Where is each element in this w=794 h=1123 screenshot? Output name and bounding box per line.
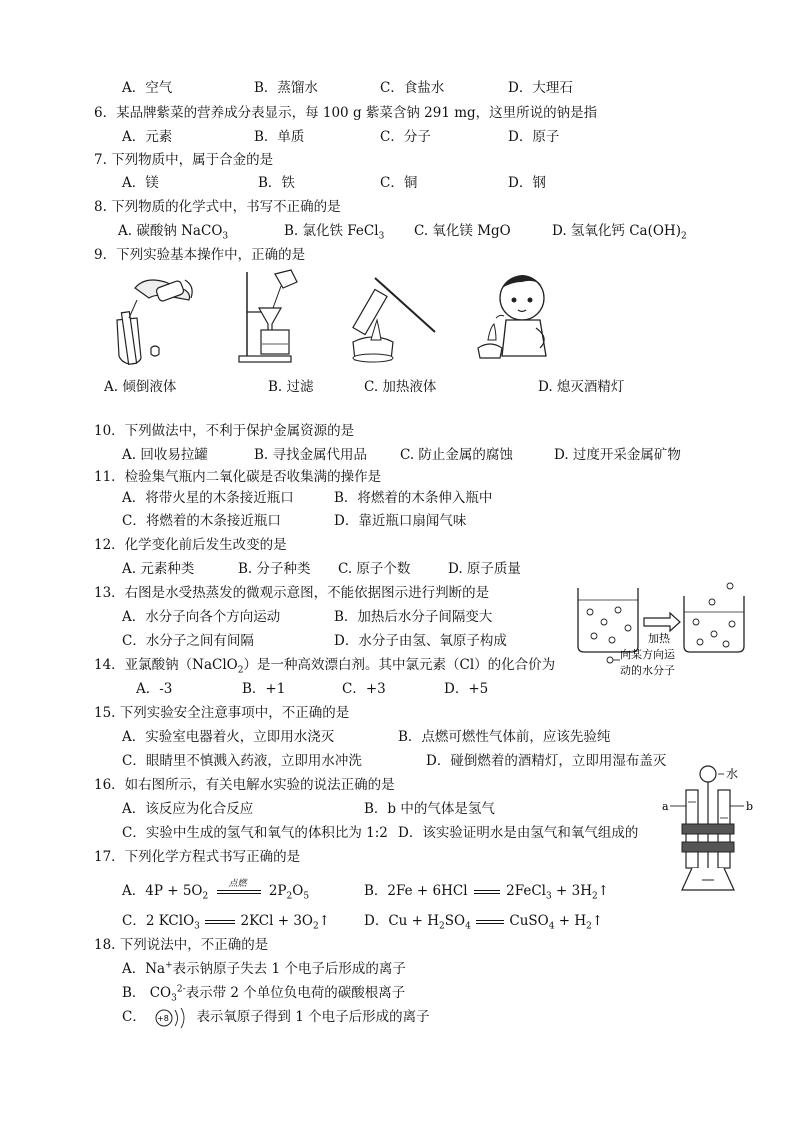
q7-option-b: B．铁 bbox=[258, 175, 295, 191]
q12-option-d: D. 原子质量 bbox=[448, 561, 521, 577]
q11-option-a: A．将带火星的木条接近瓶口 bbox=[122, 490, 294, 506]
q12-stem: 12．化学变化前后发生改变的是 bbox=[94, 537, 287, 553]
q11-stem: 11．检验集气瓶内二氧化碳是否收集满的操作是 bbox=[94, 469, 382, 485]
q8-stem: 8. 下列物质的化学式中，书写不正确的是 bbox=[94, 199, 341, 215]
q5-option-d: D．大理石 bbox=[508, 80, 573, 96]
q8-option-b: B. 氯化铁 FeCl$_3$ bbox=[284, 223, 385, 242]
q18-option-b: B． $CO_3^{2-}$表示带 2 个单位负电荷的碳酸根离子 bbox=[122, 984, 406, 1004]
q5-option-c: C．食盐水 bbox=[380, 80, 445, 96]
q16-option-d: D．该实验证明水是由氢气和氧气组成的 bbox=[398, 825, 639, 841]
q9-option-b: B. 过滤 bbox=[268, 379, 314, 395]
q10-option-c: C. 防止金属的腐蚀 bbox=[400, 447, 513, 463]
q8-option-a: A. 碳酸钠 NaCO$_3$ bbox=[118, 223, 229, 242]
ignition-condition: 点燃 bbox=[228, 878, 247, 889]
tube-a-label: a bbox=[662, 800, 669, 813]
q6-stem: 6．某品牌紫菜的营养成分表显示，每 100 g 紫菜含钠 291 mg，这里所说的钠是指 bbox=[94, 105, 598, 121]
q10-option-b: B. 寻找金属代用品 bbox=[254, 447, 368, 463]
molecule-caption-line2: 动的水分子 bbox=[620, 664, 675, 677]
heat-label: 加热 bbox=[648, 632, 670, 645]
q13-option-c: C．水分子之间有间隔 bbox=[122, 633, 254, 649]
q9-option-a: A. 倾倒液体 bbox=[104, 379, 177, 395]
q17-option-c: C．2 KClO$_3$ $2KCl + 3O_2↑$ bbox=[122, 913, 331, 932]
q17-option-d: D．$Cu + H_2SO_4$ CuSO$_4$ + $H_2↑$ bbox=[364, 913, 604, 932]
q6-option-d: D．原子 bbox=[508, 129, 560, 145]
q15-option-c: C．眼睛里不慎溅入药液，立即用水冲洗 bbox=[122, 753, 362, 769]
q13-option-b: B．加热后水分子间隔变大 bbox=[334, 609, 493, 625]
q13-stem: 13．右图是水受热蒸发的微观示意图，不能依据图示进行判断的是 bbox=[94, 585, 490, 601]
q9-option-c: C. 加热液体 bbox=[364, 379, 437, 395]
q15-option-a: A．实验室电器着火，立即用水浇灭 bbox=[122, 729, 335, 745]
q7-option-a: A．镁 bbox=[122, 175, 159, 191]
q11-option-b: B．将燃着的木条伸入瓶中 bbox=[334, 490, 493, 506]
q6-option-a: A．元素 bbox=[122, 129, 173, 145]
q15-option-b: B．点燃可燃性气体前，应该先验纯 bbox=[398, 729, 611, 745]
q16-option-b: B．b 中的气体是氢气 bbox=[364, 801, 495, 817]
q14-option-d: D．+5 bbox=[444, 681, 489, 697]
q11-option-c: C．将燃着的木条接近瓶口 bbox=[122, 513, 281, 529]
electrolysis-apparatus-diagram bbox=[658, 762, 770, 896]
q7-stem: 7. 下列物质中，属于合金的是 bbox=[94, 152, 274, 168]
q5-option-a: A．空气 bbox=[122, 80, 173, 96]
q10-option-d: D. 过度开采金属矿物 bbox=[554, 447, 681, 463]
oxygen-ion-structure-icon bbox=[150, 1009, 192, 1027]
q13-option-a: A．水分子向各个方向运动 bbox=[122, 609, 281, 625]
q15-option-d: D．碰倒燃着的酒精灯，立即用湿布盖灭 bbox=[426, 753, 667, 769]
q16-option-a: A．该反应为化合反应 bbox=[122, 801, 254, 817]
q13-option-d: D．水分子由氢、氧原子构成 bbox=[334, 633, 507, 649]
q14-option-a: A．-3 bbox=[136, 681, 173, 697]
heating-liquid-illustration bbox=[345, 270, 440, 370]
q12-option-a: A. 元素种类 bbox=[122, 561, 195, 577]
q7-option-d: D．钢 bbox=[508, 175, 546, 191]
q16-stem: 16．如右图所示，有关电解水实验的说法正确的是 bbox=[94, 777, 395, 793]
extinguishing-lamp-illustration bbox=[470, 268, 565, 368]
q5-option-b: B．蒸馏水 bbox=[254, 80, 318, 96]
q18-stem: 18. 下列说法中，不正确的是 bbox=[94, 937, 269, 953]
q9-stem: 9．下列实验基本操作中，正确的是 bbox=[94, 247, 306, 263]
q10-option-a: A. 回收易拉罐 bbox=[122, 447, 208, 463]
pouring-liquid-illustration bbox=[105, 270, 205, 370]
q15-stem: 15. 下列实验安全注意事项中，不正确的是 bbox=[94, 705, 350, 721]
nucleus-charge-label: +8 bbox=[157, 1013, 169, 1023]
q7-option-c: C．铜 bbox=[380, 175, 418, 191]
q17-option-b: B．2Fe + 6HCl 2FeCl$_3$ + $3H_2↑$ bbox=[364, 883, 610, 902]
q18-option-c: C． +8 表示氧原子得到 1 个电子后形成的离子 bbox=[122, 1008, 430, 1027]
molecule-caption-line1: 向某方向运 bbox=[620, 648, 675, 661]
q8-option-d: D. 氢氧化钙 $Ca(OH)_2$ bbox=[552, 223, 687, 242]
q10-stem: 10．下列做法中，不利于保护金属资源的是 bbox=[94, 423, 355, 439]
q6-option-b: B．单质 bbox=[254, 129, 305, 145]
q14-option-c: C．+3 bbox=[342, 681, 386, 697]
q16-option-c: C．实验中生成的氢气和氧气的体积比为 1:2 bbox=[122, 825, 388, 841]
q17-stem: 17．下列化学方程式书写正确的是 bbox=[94, 849, 301, 865]
water-evaporation-diagram bbox=[574, 582, 754, 682]
q8-option-c: C. 氧化镁 MgO bbox=[414, 223, 511, 239]
q14-stem: 14．亚氯酸钠（NaClO$_2$）是一种高效漂白剂。其中氯元素（Cl）的化合价为 bbox=[94, 657, 556, 676]
q6-option-c: C．分子 bbox=[380, 129, 431, 145]
q18-option-a: A．Na+表示钠原子失去 1 个电子后形成的离子 bbox=[122, 960, 406, 977]
q9-option-d: D. 熄灭酒精灯 bbox=[538, 379, 625, 395]
q11-option-d: D．靠近瓶口扇闻气味 bbox=[334, 513, 467, 529]
tube-b-label: b bbox=[746, 800, 754, 813]
q12-option-b: B. 分子种类 bbox=[238, 561, 311, 577]
water-label: 水 bbox=[726, 767, 739, 781]
q14-option-b: B．+1 bbox=[242, 681, 286, 697]
q12-option-c: C. 原子个数 bbox=[338, 561, 411, 577]
filtration-illustration bbox=[233, 268, 303, 368]
q17-option-a: A．$4P + 5O_2$ 点燃 $2P_2O_5$ bbox=[122, 882, 309, 900]
